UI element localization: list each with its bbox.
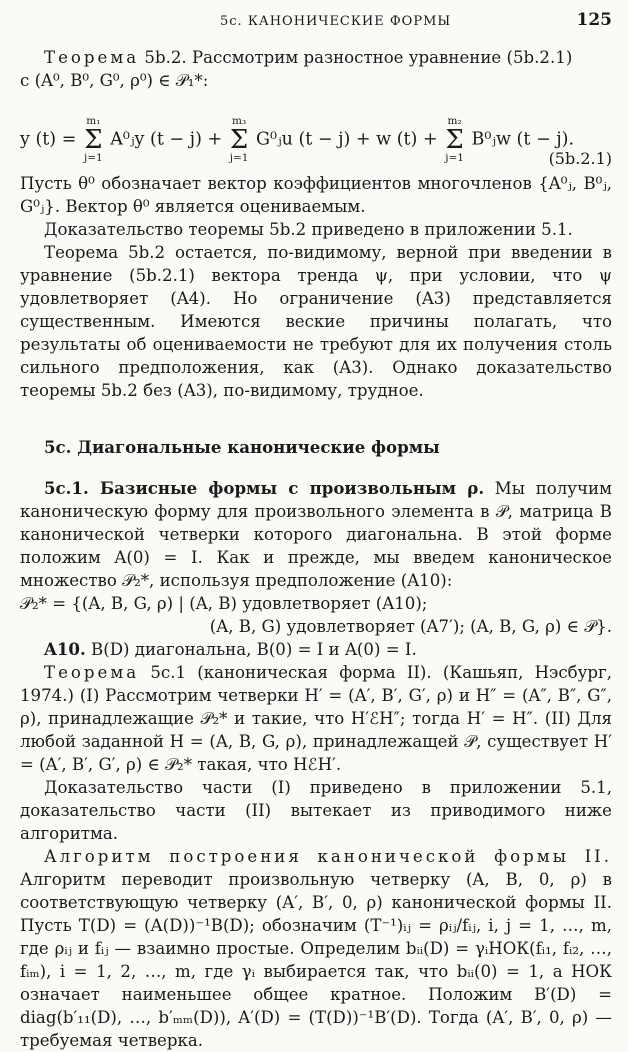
sum-3 — [445, 116, 464, 164]
eq-lhs: y (t) = — [20, 129, 77, 150]
eq-term-1: A⁰ⱼy (t − j) + — [110, 129, 223, 150]
equation-number: (5b.2.1) — [548, 149, 612, 168]
page-number: 125 — [576, 10, 612, 30]
assumption-a10 — [20, 638, 612, 661]
assumption-a10-text: B(D) диагональна, B(0) = I и A(0) = I. — [85, 640, 417, 659]
theorem-5b2-line1: 5b.2. Рассмотрим разностное уравнение (5b.2.1) — [139, 48, 573, 67]
subsection-paragraph — [20, 477, 612, 592]
paragraph-proof-reference: Доказательство теоремы 5b.2 приведено в приложении 5.1. — [44, 220, 573, 239]
algorithm-paragraph — [20, 845, 612, 1052]
set-definition-line-1: 𝒫₂* = {(A, B, G, ρ) | (A, B) удовлетворяет (A10); — [20, 594, 428, 613]
book-page — [20, 8, 612, 1052]
sum-1-lower: j=1 — [83, 152, 103, 164]
sum-3-lower: j=1 — [445, 152, 464, 164]
equation-5b21-body — [20, 116, 574, 164]
running-title: 5с. КАНОНИЧЕСКИЕ ФОРМЫ — [220, 14, 452, 29]
algorithm-lead: Алгоритм построения канонической формы II. — [44, 847, 612, 866]
paragraph-theta: Пусть θ⁰ обозначает вектор коэффициентов многочленов {A⁰ⱼ, B⁰ⱼ, G⁰ⱼ}. Вектор θ⁰ является оцениваемым. — [20, 174, 612, 216]
eq-term-3: B⁰ⱼw (t − j). — [471, 129, 575, 150]
subsection-heading: 5с.1. Базисные формы с произвольным ρ. — [44, 478, 485, 498]
sum-1-symbol: Σ — [84, 125, 103, 155]
theorem-5b2-line2: с (A⁰, B⁰, G⁰, ρ⁰) ∈ 𝒫₁*: — [20, 71, 209, 90]
equation-5b21 — [20, 94, 612, 172]
sum-1 — [84, 116, 103, 164]
theorem-5c1 — [20, 661, 612, 776]
sum-3-upper: m₂ — [447, 115, 462, 127]
subsection-text: Мы получим каноническую форму для произвольного элемента в 𝒫, матрица B канонической четверки которого диагональна. В этой форме положим A(0) = I. Как и прежде, мы введем каноническое множество 𝒫₂*, используя предположение (A10): — [20, 479, 612, 590]
assumption-a10-label: A10. — [44, 639, 86, 659]
algorithm-text: Алгоритм переводит произвольную четверку (A, B, 0, ρ) в соответствующую четверку (A′, B′, 0, ρ) канонической формы II. Пусть T(D) = (A(D))⁻¹B(D); обозначим (T⁻¹)ᵢⱼ = ρᵢⱼ/fᵢⱼ, i, j = 1, …, m, где ρᵢⱼ и fᵢⱼ — взаимно простые. Определим bᵢᵢ(D) = γᵢНОК(fᵢ₁, fᵢ₂, …, fᵢₘ), i = 1, 2, …, m, где γᵢ выбирается так, что bᵢᵢ(0) = 1, а НОК означает наименьшее общее кратное. Положим B′(D) = diag(b′₁₁(D), …, b′ₘₘ(D)), A′(D) = (T(D))⁻¹B′(D). Тогда (A′, B′, 0, ρ) — требуемая четверка. — [20, 870, 612, 1050]
theorem-5b2-statement — [20, 46, 612, 69]
set-definition-line-2: (A, B, G) удовлетворяет (A7′); (A, B, G, ρ) ∈ 𝒫}. — [209, 617, 612, 636]
eq-term-2: G⁰ⱼu (t − j) + w (t) + — [256, 129, 438, 150]
sum-2-lower: j=1 — [229, 152, 249, 164]
running-head — [20, 8, 612, 34]
sum-3-symbol: Σ — [445, 125, 464, 155]
theorem-5c1-lead: Теорема — [44, 663, 140, 682]
theorem-5c1-text: 5с.1 (каноническая форма II). (Кашьяп, Нэсбург, 1974.) (I) Рассмотрим четверки H′ = (A′, B′, G′, ρ) и H″ = (A″, B″, G″, ρ), принадлежащие 𝒫₂* и такие, что H′ℰH″; тогда H′ = H″. (II) Для любой заданной H = (A, B, G, ρ), принадлежащей 𝒫, существует H′ = (A′, B′, G′, ρ) ∈ 𝒫₂* такая, что HℰH′. — [20, 663, 612, 774]
sum-2-upper: m₃ — [231, 115, 247, 127]
paragraph-proof-5c1: Доказательство части (I) приведено в приложении 5.1, доказательство части (II) вытекает из приводимого ниже алгоритма. — [20, 778, 612, 843]
sum-1-upper: m₁ — [86, 115, 101, 127]
paragraph-remark: Теорема 5b.2 остается, по-видимому, верной при введении в уравнение (5b.2.1) вектора тренда ψ, при условии, что ψ удовлетворяет (A4). Но ограничение (A3) представляется существенным. Имеются веские причины полагать, что результаты об оцениваемости не требуют для их получения столь сильного предположения, как (A3). Однако доказательство теоремы 5b.2 без (A3), по-видимому, трудное. — [20, 243, 612, 400]
section-title: 5с. Диагональные канонические формы — [44, 437, 440, 457]
sum-2 — [230, 116, 249, 164]
theorem-5b2-lead: Теорема — [44, 48, 140, 67]
sum-2-symbol: Σ — [229, 125, 249, 155]
